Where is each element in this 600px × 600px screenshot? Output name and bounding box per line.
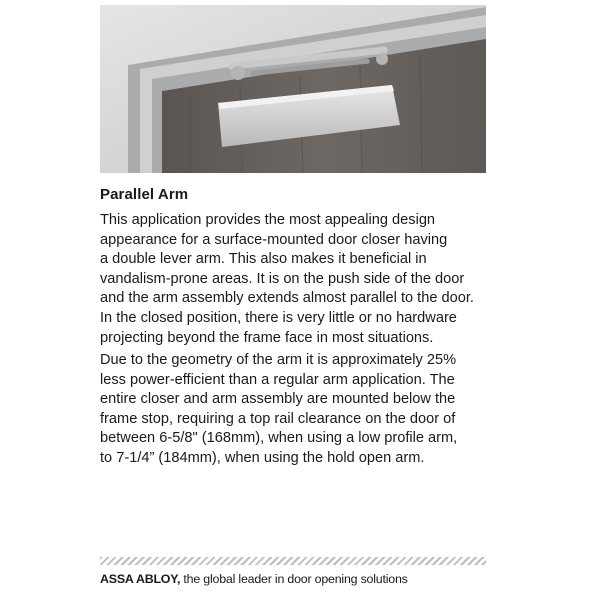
text-line: less power-efficient than a regular arm application. The <box>100 371 455 388</box>
text-line: entire closer and arm assembly are mounted below the <box>100 391 456 408</box>
tagline-text: the global leader in door opening solutions <box>180 572 408 586</box>
footer-tagline <box>100 572 408 586</box>
brand-name: ASSA ABLOY, <box>100 572 181 586</box>
text-line: to 7-1/4” (184mm), when using the hold open arm. <box>100 449 425 466</box>
text-line: between 6-5/8" (168mm), when using a low profile arm, <box>100 430 458 447</box>
section-heading: Parallel Arm <box>100 186 189 203</box>
text-line: projecting beyond the frame face in most situations. <box>100 329 434 346</box>
text-line: a double lever arm. This also makes it beneficial in <box>100 251 427 268</box>
paragraph-geometry <box>100 351 520 469</box>
text-line: appearance for a surface-mounted door closer having <box>100 231 448 248</box>
footer-divider <box>100 557 486 565</box>
text-line: In the closed position, there is very little or no hardware <box>100 309 457 326</box>
text-line: and the arm assembly extends almost parallel to the door. <box>100 290 474 307</box>
door-closer-photo <box>100 5 486 173</box>
text-line: vandalism-prone areas. It is on the push side of the door <box>100 270 465 287</box>
text-line: Due to the geometry of the arm it is approximately 25% <box>100 352 457 368</box>
paragraph-description <box>100 211 520 348</box>
text-line: frame stop, requiring a top rail clearance on the door of <box>100 410 456 427</box>
text-line: This application provides the most appealing design <box>100 212 436 228</box>
